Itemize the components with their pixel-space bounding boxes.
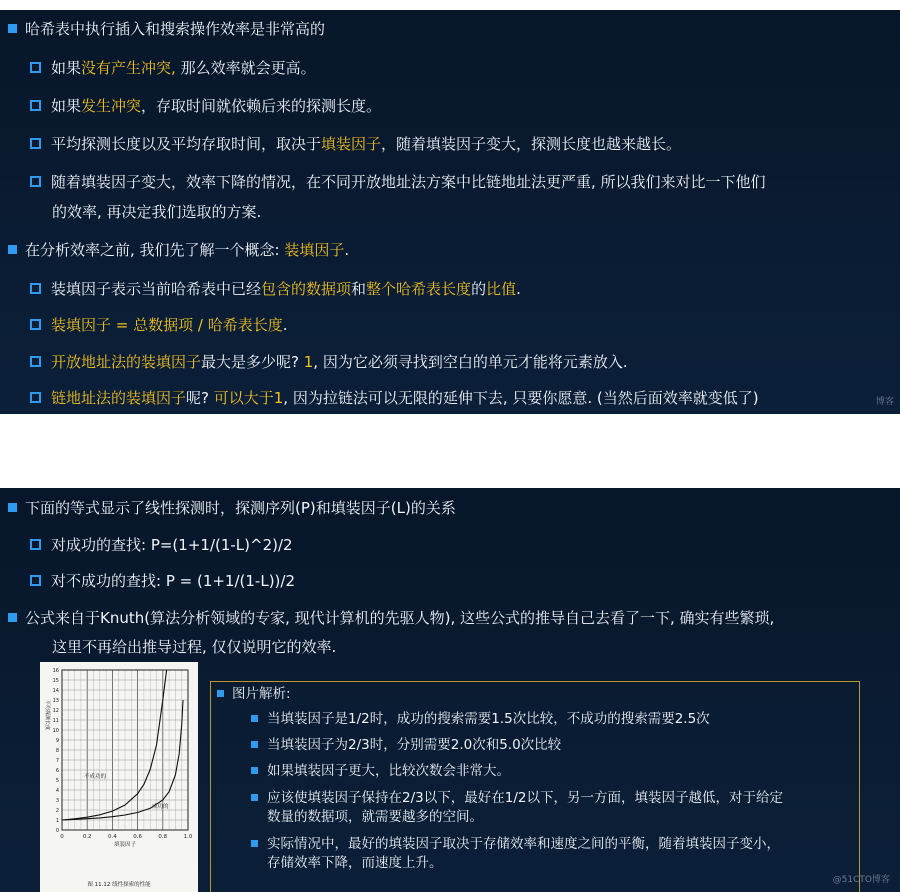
watermark: 博客 <box>875 397 894 407</box>
bullet-icon <box>251 767 258 774</box>
bullet-item: 在分析效率之前, 我们先了解一个概念: 装填因子. <box>8 240 349 260</box>
y-tick-label: 15 <box>52 678 59 684</box>
y-tick-label: 5 <box>55 778 59 784</box>
hollow-square-bullet-icon <box>30 319 41 330</box>
hollow-square-bullet-icon <box>30 575 41 586</box>
bullet-continuation: 这里不再给出推导过程, 仅仅说明它的效率. <box>52 638 337 656</box>
series-label-unsuccessful: 不成功的 <box>84 774 107 780</box>
watermark: @51CTO博客 <box>832 875 890 885</box>
sub-bullet-item: 对不成功的查找: P = (1+1/(1-L))/2 <box>30 571 295 591</box>
analysis-item: 当填装因子为2/3时，分别需要2.0次和5.0次比较 <box>251 736 561 754</box>
chart-svg <box>40 662 198 892</box>
hollow-square-bullet-icon <box>30 138 41 149</box>
y-tick-label: 1 <box>55 818 59 824</box>
y-tick-label: 0 <box>55 828 59 834</box>
square-bullet-icon <box>8 245 17 254</box>
series-line-0 <box>62 670 167 820</box>
image-analysis-box <box>210 681 860 892</box>
analysis-title: 图片解析: <box>217 685 291 703</box>
x-axis-title: 填装因子 <box>113 842 137 848</box>
hollow-square-bullet-icon <box>30 62 41 73</box>
y-tick-label: 3 <box>55 798 59 804</box>
y-tick-label: 7 <box>55 758 59 764</box>
x-tick-label: 0.6 <box>133 834 142 840</box>
y-tick-label: 12 <box>52 708 59 714</box>
analysis-item: 实际情况中，最好的填装因子取决于存储效率和速度之间的平衡，随着填装因子变小， <box>251 835 780 853</box>
square-bullet-icon <box>8 24 17 33</box>
y-tick-label: 13 <box>52 698 59 704</box>
bullet-icon <box>251 794 258 801</box>
y-tick-label: 8 <box>55 748 59 754</box>
hollow-square-bullet-icon <box>30 283 41 294</box>
bullet-icon <box>217 690 224 697</box>
hollow-square-bullet-icon <box>30 539 41 550</box>
y-tick-label: 9 <box>55 738 59 744</box>
square-bullet-icon <box>8 503 17 512</box>
y-tick-label: 10 <box>52 728 59 734</box>
y-tick-label: 6 <box>55 768 59 774</box>
bullet-icon <box>251 715 258 722</box>
hollow-square-bullet-icon <box>30 176 41 187</box>
y-tick-label: 14 <box>52 688 59 694</box>
square-bullet-icon <box>8 613 17 622</box>
x-tick-label: 0 <box>60 834 64 840</box>
bullet-item: 哈希表中执行插入和搜索操作效率是非常高的 <box>8 19 325 39</box>
hollow-square-bullet-icon <box>30 392 41 403</box>
analysis-item: 当填装因子是1/2时，成功的搜索需要1.5次比较，不成功的搜索需要2.5次 <box>251 710 710 728</box>
sub-bullet-item: 平均探测长度以及平均存取时间，取决于填装因子，随着填装因子变大，探测长度也越来越长。 <box>30 134 681 154</box>
y-tick-label: 4 <box>55 788 59 794</box>
y-tick-label: 2 <box>55 808 59 814</box>
analysis-item: 如果填装因子更大，比较次数会非常大。 <box>251 762 510 780</box>
x-tick-label: 0.2 <box>82 834 92 840</box>
y-tick-label: 16 <box>52 668 59 674</box>
bullet-item: 下面的等式显示了线性探测时，探测序列(P)和填装因子(L)的关系 <box>8 498 456 518</box>
x-tick-label: 0.8 <box>158 834 168 840</box>
sub-bullet-item: 随着填装因子变大，效率下降的情况，在不同开放地址法方案中比链地址法更严重, 所以我们来对比一下他们 <box>30 172 766 192</box>
sub-bullet-item: 如果没有产生冲突, 那么效率就会更高。 <box>30 58 316 78</box>
analysis-item: 应该使填装因子保持在2/3以下，最好在1/2以下，另一方面，填装因子越低，对于给定 <box>251 789 783 807</box>
chart-title: 图 11.12 线性探索的性能 <box>87 882 151 888</box>
hollow-square-bullet-icon <box>30 356 41 367</box>
bullet-item: 公式来自于Knuth(算法分析领域的专家, 现代计算机的先驱人物), 这些公式的推导自己去看了一下, 确实有些繁琐, <box>8 608 774 628</box>
sub-bullet-item: 链地址法的装填因子呢? 可以大于1, 因为拉链法可以无限的延伸下去, 只要你愿意. (当然后面效率就变低了) <box>30 388 759 408</box>
hollow-square-bullet-icon <box>30 100 41 111</box>
bullet-continuation: 的效率, 再决定我们选取的方案. <box>52 203 262 221</box>
x-tick-label: 1.0 <box>183 834 193 840</box>
slide-linear-probing-efficiency <box>0 488 900 892</box>
analysis-item-continued: 存储效率下降，而速度上升。 <box>267 855 443 871</box>
analysis-item-continued: 数量的数据项，就需要越多的空间。 <box>267 809 483 825</box>
y-axis-title: 平均探测长度 <box>44 699 50 731</box>
slide-load-factor <box>0 10 900 414</box>
x-tick-label: 0.4 <box>108 834 117 840</box>
sub-bullet-item: 装填因子表示当前哈希表中已经包含的数据项和整个哈希表长度的比值. <box>30 279 521 299</box>
sub-bullet-item: 装填因子 = 总数据项 / 哈希表长度. <box>30 315 287 335</box>
bullet-icon <box>251 840 258 847</box>
sub-bullet-item: 如果发生冲突，存取时间就依赖后来的探测长度。 <box>30 96 381 116</box>
linear-probing-chart <box>40 662 198 892</box>
series-label-successful: 成功的 <box>152 804 169 810</box>
y-tick-label: 11 <box>52 718 59 724</box>
sub-bullet-item: 对成功的查找: P=(1+1/(1-L)^2)/2 <box>30 535 293 555</box>
bullet-icon <box>251 741 258 748</box>
sub-bullet-item: 开放地址法的装填因子最大是多少呢? 1, 因为它必须寻找到空白的单元才能将元素放入. <box>30 352 628 372</box>
